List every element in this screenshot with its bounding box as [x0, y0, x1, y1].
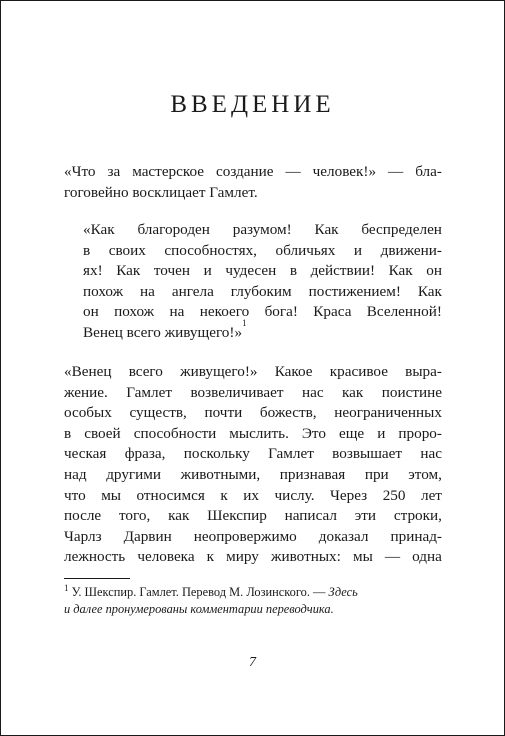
word: Чарлз	[64, 527, 102, 545]
word: доказал	[318, 527, 369, 545]
word: Краса	[313, 303, 352, 321]
word: неопровержимо	[193, 527, 297, 545]
text-line-content: гоговейно восклицает Гамлет.	[64, 183, 258, 201]
word: бога!	[264, 303, 298, 321]
word: Вселенной!	[366, 303, 442, 321]
footnote-italic-text: Здесь	[328, 585, 358, 599]
word: еще	[339, 424, 365, 442]
word: своей	[84, 424, 121, 442]
word: Как	[388, 262, 413, 280]
word: он	[83, 303, 99, 321]
word: некоего	[199, 303, 250, 321]
text-line	[64, 162, 442, 183]
word: признавая	[279, 465, 346, 483]
word: их	[243, 486, 260, 504]
word: принад-	[390, 527, 442, 545]
word: на	[169, 303, 185, 321]
word: и	[377, 424, 386, 442]
footnote-marker: 1	[64, 582, 69, 593]
footnote-line	[64, 584, 444, 601]
word: Какое	[274, 363, 313, 380]
word: «Что	[64, 163, 96, 180]
word: поскольку	[183, 445, 250, 463]
word: животных:	[270, 548, 341, 566]
word: «Венец	[64, 363, 112, 380]
word: Как	[116, 262, 141, 280]
word: строки,	[393, 507, 442, 525]
word: Дарвин	[123, 527, 172, 545]
text-line	[64, 403, 442, 424]
word: он	[426, 262, 442, 280]
word: Как	[314, 221, 339, 238]
word: возвеличивает	[190, 383, 284, 401]
word: возвышает	[332, 445, 403, 463]
paragraph-intro	[64, 162, 442, 203]
word: чудесен	[225, 262, 277, 280]
text-line	[83, 220, 442, 241]
word: постижением!	[308, 282, 401, 300]
word: и	[203, 262, 212, 280]
text-line	[83, 317, 442, 344]
word: Через	[330, 486, 368, 504]
word: лет	[420, 486, 442, 504]
word: при	[364, 465, 389, 483]
word: похож	[83, 282, 124, 300]
word: действии!	[310, 262, 376, 280]
word: благороден	[137, 221, 210, 238]
word: обличьях	[275, 241, 336, 259]
word: точен	[153, 262, 191, 280]
word: способностях,	[164, 241, 257, 259]
word: что	[64, 486, 86, 504]
word: Это	[301, 424, 326, 442]
word: божеств,	[259, 404, 317, 422]
block-quote	[83, 220, 442, 344]
footnote-line	[64, 601, 444, 618]
word: фраза,	[124, 445, 166, 463]
word: почти	[204, 404, 243, 422]
word: Как	[417, 282, 442, 300]
word: ческая	[64, 445, 107, 463]
word: Гамлет	[126, 383, 172, 401]
word: как	[342, 383, 364, 401]
word: эти	[354, 507, 377, 525]
word: ях!	[83, 262, 103, 280]
word: жение.	[64, 383, 108, 401]
word: «Как	[83, 221, 115, 238]
word: к	[206, 548, 215, 566]
page-number: 7	[249, 655, 256, 670]
footnote-divider	[64, 578, 130, 579]
word: на	[140, 282, 155, 300]
footnote-text: У. Шекспир. Гамлет. Перевод М. Лозинского. —	[71, 585, 326, 599]
footnote-reference[interactable]: 1	[242, 317, 247, 328]
word: как	[168, 507, 190, 525]
word: человека	[137, 548, 195, 566]
word: проро-	[398, 424, 442, 442]
text-line	[83, 282, 442, 303]
text-line	[64, 362, 442, 383]
footnote-italic-text: и далее пронумерованы комментарии переводчика.	[64, 602, 334, 616]
word: написал	[284, 507, 337, 525]
footnote	[64, 584, 444, 618]
word: к	[220, 486, 228, 504]
word: в	[64, 424, 72, 442]
text-line	[64, 486, 442, 507]
word: особых	[64, 404, 112, 422]
word: неограниченных	[334, 404, 442, 422]
text-line	[64, 527, 442, 548]
text-line	[64, 465, 442, 486]
word: разумом!	[232, 221, 292, 238]
text-line	[64, 183, 442, 204]
word: другими	[106, 465, 162, 483]
word: —	[285, 163, 301, 180]
text-line	[83, 241, 442, 262]
word: относимся	[136, 486, 205, 504]
word: в	[289, 262, 297, 280]
word: —	[388, 163, 404, 180]
word: Гамлет	[268, 445, 314, 463]
word: движени-	[380, 241, 442, 259]
text-line	[64, 506, 442, 527]
text-line	[64, 444, 442, 465]
word: нас	[301, 383, 324, 401]
word: поистине	[381, 383, 442, 401]
word: того,	[118, 507, 151, 525]
word: 250	[382, 486, 406, 504]
word: числу.	[274, 486, 315, 504]
word: выра-	[405, 363, 442, 380]
word: Шекспир	[207, 507, 267, 525]
text-line	[64, 383, 442, 404]
word: одна	[412, 548, 442, 566]
word: своих	[108, 241, 146, 259]
word: над	[64, 465, 87, 483]
word: и	[353, 241, 363, 259]
text-line-content: Венец всего живущего!»	[83, 323, 243, 341]
word: в	[83, 241, 91, 259]
word: способности	[133, 424, 217, 442]
word: миру	[226, 548, 259, 566]
word: этом,	[408, 465, 442, 483]
word: существ,	[129, 404, 187, 422]
word: после	[64, 507, 102, 525]
text-line	[64, 547, 442, 568]
chapter-title: ВВЕДЕНИЕ	[170, 91, 335, 118]
word: бла-	[415, 163, 442, 180]
word: животными,	[180, 465, 261, 483]
word: —	[384, 548, 401, 566]
text-line	[64, 424, 442, 445]
text-line	[83, 261, 442, 282]
word: ангела	[171, 282, 214, 300]
word: за	[107, 163, 121, 180]
word: красивое	[329, 363, 388, 380]
word: живущего!»	[180, 363, 258, 380]
word: мастерское	[132, 163, 205, 180]
word: беспределен	[361, 221, 442, 238]
word: всего	[128, 363, 163, 380]
word: лежность	[64, 548, 126, 566]
paragraph-main	[64, 362, 442, 568]
text-line	[83, 302, 442, 323]
word: мы	[101, 486, 122, 504]
word: человек!»	[312, 163, 377, 180]
word: мыслить.	[229, 424, 289, 442]
word: нас	[420, 445, 442, 463]
word: мы	[352, 548, 373, 566]
word: похож	[114, 303, 155, 321]
word: глубоким	[230, 282, 292, 300]
word: создание	[216, 163, 274, 180]
